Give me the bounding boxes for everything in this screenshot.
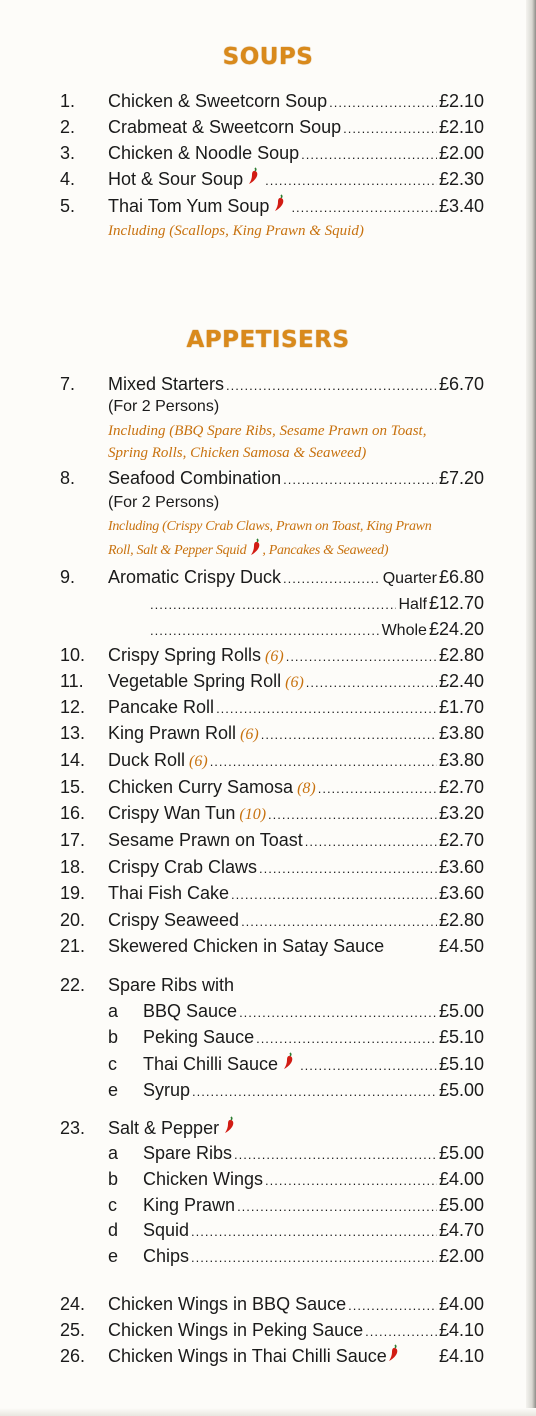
item-price: £1.70 bbox=[438, 697, 484, 717]
chilli-pepper-icon bbox=[388, 1343, 400, 1361]
item-number: 23. bbox=[60, 1118, 86, 1138]
appetisers-heading: APPETISERS bbox=[186, 327, 350, 353]
menu-subitem bbox=[0, 1217, 536, 1243]
menu-item bbox=[0, 465, 536, 491]
item-price: £4.00 bbox=[438, 1294, 484, 1314]
note-text: Roll, Salt & Pepper Squid bbox=[108, 543, 247, 558]
item-number: 19. bbox=[60, 883, 86, 903]
leader-dots bbox=[259, 856, 437, 882]
item-number: 1. bbox=[60, 91, 76, 111]
serves-note: (For 2 Persons) bbox=[108, 398, 220, 415]
item-name: Crispy Crab Claws bbox=[108, 857, 258, 877]
leader-dots bbox=[150, 618, 380, 644]
item-price: £3.80 bbox=[438, 750, 484, 770]
item-price: £3.40 bbox=[438, 196, 484, 216]
item-price: £3.60 bbox=[438, 883, 484, 903]
chilli-pepper-icon bbox=[283, 1051, 295, 1069]
item-name: Peking Sauce bbox=[143, 1027, 255, 1047]
leader-dots bbox=[268, 802, 437, 828]
item-price: £4.70 bbox=[438, 1220, 484, 1240]
leader-dots bbox=[306, 670, 437, 696]
item-name: Seafood Combination bbox=[108, 468, 282, 488]
item-price: £4.10 bbox=[438, 1320, 484, 1340]
menu-subitem bbox=[0, 1166, 536, 1192]
item-number: 13. bbox=[60, 723, 86, 743]
sub-letter: b bbox=[108, 1027, 119, 1047]
sub-letter: e bbox=[108, 1246, 119, 1266]
menu-item bbox=[0, 114, 536, 140]
menu-item bbox=[0, 1291, 536, 1317]
item-name: Chicken Wings in BBQ Sauce bbox=[108, 1294, 347, 1314]
leader-dots bbox=[261, 722, 437, 748]
menu-item bbox=[0, 800, 536, 826]
sub-letter: c bbox=[108, 1195, 117, 1215]
leader-dots bbox=[343, 116, 437, 142]
item-name: Skewered Chicken in Satay Sauce bbox=[108, 936, 385, 956]
item-number: 2. bbox=[60, 117, 76, 137]
piece-count: (8) bbox=[297, 780, 316, 797]
item-number: 16. bbox=[60, 803, 86, 823]
item-number: 12. bbox=[60, 697, 86, 717]
item-price: £5.00 bbox=[438, 1143, 484, 1163]
leader-dots bbox=[286, 644, 437, 670]
leader-dots bbox=[329, 90, 437, 116]
leader-dots bbox=[239, 1000, 437, 1026]
item-name: Chicken & Sweetcorn Soup bbox=[108, 91, 328, 111]
item-name: Vegetable Spring Roll bbox=[108, 671, 282, 691]
item-price: £2.30 bbox=[438, 169, 484, 189]
item-price: £3.20 bbox=[438, 803, 484, 823]
item-price: £12.70 bbox=[428, 593, 484, 613]
item-name: Sesame Prawn on Toast bbox=[108, 830, 303, 850]
item-price: £2.10 bbox=[438, 117, 484, 137]
item-price: £2.00 bbox=[438, 143, 484, 163]
item-number: 18. bbox=[60, 857, 86, 877]
item-note: Including (Scallops, King Prawn & Squid) bbox=[108, 223, 364, 239]
item-price: £2.80 bbox=[438, 910, 484, 930]
menu-item bbox=[0, 747, 536, 773]
item-number: 24. bbox=[60, 1294, 86, 1314]
item-price: £4.50 bbox=[438, 936, 484, 956]
item-name: Chicken & Noodle Soup bbox=[108, 143, 300, 163]
portion-label: Quarter bbox=[382, 570, 437, 587]
leader-dots bbox=[241, 909, 437, 935]
item-note: Spring Rolls, Chicken Samosa & Seaweed) bbox=[108, 445, 367, 461]
menu-item bbox=[0, 590, 536, 616]
item-name: King Prawn Roll bbox=[108, 723, 237, 743]
item-note bbox=[108, 538, 388, 562]
item-number: 8. bbox=[60, 468, 76, 488]
leader-dots bbox=[234, 1142, 437, 1168]
menu-subitem bbox=[0, 1024, 536, 1050]
item-note: Including (Crispy Crab Claws, Prawn on Toast, King Prawn bbox=[108, 519, 432, 534]
item-number: 25. bbox=[60, 1320, 86, 1340]
item-name: Thai Fish Cake bbox=[108, 883, 230, 903]
portion-label: Half bbox=[398, 596, 427, 613]
item-price: £5.00 bbox=[438, 1080, 484, 1100]
menu-subitem bbox=[0, 998, 536, 1024]
sub-letter: a bbox=[108, 1001, 119, 1021]
item-number: 20. bbox=[60, 910, 86, 930]
item-price: £3.60 bbox=[438, 857, 484, 877]
menu-subitem bbox=[0, 1077, 536, 1103]
item-number: 22. bbox=[60, 975, 86, 995]
menu-item bbox=[0, 1343, 536, 1369]
item-name: BBQ Sauce bbox=[143, 1001, 238, 1021]
leader-dots bbox=[210, 749, 437, 775]
serves-note: (For 2 Persons) bbox=[108, 494, 220, 511]
chilli-pepper-icon bbox=[224, 1115, 236, 1133]
leader-dots bbox=[300, 1053, 437, 1079]
item-name: Pancake Roll bbox=[108, 697, 215, 717]
leader-dots bbox=[291, 195, 437, 221]
sub-letter: e bbox=[108, 1080, 119, 1100]
item-number: 14. bbox=[60, 750, 86, 770]
menu-item bbox=[0, 880, 536, 906]
item-price: £2.40 bbox=[438, 671, 484, 691]
item-name: Duck Roll bbox=[108, 750, 186, 770]
leader-dots bbox=[318, 776, 437, 802]
leader-dots bbox=[191, 1219, 437, 1245]
item-price: £5.10 bbox=[438, 1027, 484, 1047]
item-name: Crispy Wan Tun bbox=[108, 803, 236, 823]
menu-subitem bbox=[0, 1243, 536, 1269]
menu-item bbox=[0, 854, 536, 880]
item-name: Salt & Pepper bbox=[108, 1118, 220, 1138]
item-price: £2.80 bbox=[438, 645, 484, 665]
item-note: Including (BBQ Spare Ribs, Sesame Prawn on Toast, bbox=[108, 423, 427, 439]
item-name: Spare Ribs bbox=[143, 1143, 233, 1163]
leader-dots bbox=[226, 373, 437, 399]
item-price: £4.10 bbox=[438, 1346, 484, 1366]
menu-item bbox=[0, 827, 536, 853]
menu-item bbox=[0, 907, 536, 933]
item-number: 15. bbox=[60, 777, 86, 797]
item-number: 7. bbox=[60, 374, 76, 394]
menu-item bbox=[0, 642, 536, 668]
item-name: Chips bbox=[143, 1246, 190, 1266]
leader-dots bbox=[305, 829, 437, 855]
leader-dots bbox=[191, 1245, 437, 1271]
menu-item bbox=[0, 668, 536, 694]
item-number: 3. bbox=[60, 143, 76, 163]
menu-item bbox=[0, 972, 536, 998]
item-name: Crispy Spring Rolls bbox=[108, 645, 262, 665]
item-name: Aromatic Crispy Duck bbox=[108, 567, 282, 587]
item-name: Chicken Wings in Peking Sauce bbox=[108, 1320, 364, 1340]
item-price: £6.80 bbox=[438, 567, 484, 587]
item-number: 4. bbox=[60, 169, 76, 189]
item-name: Hot & Sour Soup bbox=[108, 169, 244, 189]
menu-item bbox=[0, 694, 536, 720]
item-name: Crispy Seaweed bbox=[108, 910, 240, 930]
item-name: Squid bbox=[143, 1220, 190, 1240]
note-text: , Pancakes & Seaweed) bbox=[262, 543, 389, 558]
item-name: King Prawn bbox=[143, 1195, 236, 1215]
menu-item bbox=[0, 88, 536, 114]
menu-item bbox=[0, 1317, 536, 1343]
piece-count: (6) bbox=[189, 753, 208, 770]
item-name: Spare Ribs with bbox=[108, 975, 235, 995]
item-price: £6.70 bbox=[438, 374, 484, 394]
sub-letter: c bbox=[108, 1054, 117, 1074]
item-number: 17. bbox=[60, 830, 86, 850]
soups-heading: SOUPS bbox=[222, 44, 314, 70]
leader-dots bbox=[256, 1026, 437, 1052]
menu-item bbox=[0, 774, 536, 800]
menu-item bbox=[0, 720, 536, 746]
piece-count: (10) bbox=[239, 806, 267, 823]
menu-item bbox=[0, 140, 536, 166]
menu-subitem bbox=[0, 1140, 536, 1166]
item-name: Mixed Starters bbox=[108, 374, 225, 394]
leader-dots bbox=[150, 592, 396, 618]
leader-dots bbox=[348, 1293, 437, 1319]
leader-dots bbox=[283, 467, 437, 493]
leader-dots bbox=[192, 1079, 437, 1105]
menu-item bbox=[0, 933, 536, 959]
leader-dots bbox=[216, 696, 437, 722]
item-price: £2.10 bbox=[438, 91, 484, 111]
item-name: Thai Chilli Sauce bbox=[143, 1054, 279, 1074]
item-number: 21. bbox=[60, 936, 86, 956]
leader-dots bbox=[265, 168, 437, 194]
leader-dots bbox=[365, 1319, 437, 1345]
chilli-pepper-icon bbox=[248, 166, 260, 184]
page-bottom-edge bbox=[0, 1408, 536, 1416]
sub-letter: b bbox=[108, 1169, 119, 1189]
leader-dots bbox=[231, 882, 437, 908]
menu-subitem bbox=[0, 1192, 536, 1218]
menu-item bbox=[0, 166, 536, 192]
piece-count: (6) bbox=[265, 648, 284, 665]
item-price: £24.20 bbox=[428, 619, 484, 639]
chilli-pepper-icon bbox=[274, 193, 286, 211]
sub-letter: d bbox=[108, 1220, 119, 1240]
item-number: 11. bbox=[60, 671, 84, 691]
portion-label: Whole bbox=[381, 622, 427, 639]
sub-letter: a bbox=[108, 1143, 119, 1163]
chilli-pepper-icon bbox=[250, 538, 262, 556]
item-price: £5.00 bbox=[438, 1195, 484, 1215]
menu-item bbox=[0, 193, 536, 219]
item-name: Chicken Wings bbox=[143, 1169, 264, 1189]
item-price: £2.70 bbox=[438, 830, 484, 850]
item-price: £5.10 bbox=[438, 1054, 484, 1074]
leader-dots bbox=[301, 142, 437, 168]
item-price: £2.70 bbox=[438, 777, 484, 797]
item-name: Thai Tom Yum Soup bbox=[108, 196, 270, 216]
item-name: Syrup bbox=[143, 1080, 191, 1100]
menu-item bbox=[0, 616, 536, 642]
menu-item bbox=[0, 564, 536, 590]
item-price: £7.20 bbox=[438, 468, 484, 488]
item-price: £2.00 bbox=[438, 1246, 484, 1266]
item-price: £4.00 bbox=[438, 1169, 484, 1189]
item-number: 26. bbox=[60, 1346, 86, 1366]
item-number: 5. bbox=[60, 196, 76, 216]
item-number: 9. bbox=[60, 567, 76, 587]
item-name: Chicken Curry Samosa bbox=[108, 777, 294, 797]
piece-count: (6) bbox=[240, 726, 259, 743]
item-name: Crabmeat & Sweetcorn Soup bbox=[108, 117, 342, 137]
leader-dots bbox=[283, 566, 381, 592]
item-number: 10. bbox=[60, 645, 86, 665]
menu-item bbox=[0, 371, 536, 397]
item-name: Chicken Wings in Thai Chilli Sauce bbox=[108, 1346, 387, 1366]
menu-item bbox=[0, 1115, 536, 1141]
leader-dots bbox=[265, 1168, 437, 1194]
item-price: £5.00 bbox=[438, 1001, 484, 1021]
menu-subitem bbox=[0, 1051, 536, 1077]
piece-count: (6) bbox=[285, 674, 304, 691]
item-price: £3.80 bbox=[438, 723, 484, 743]
